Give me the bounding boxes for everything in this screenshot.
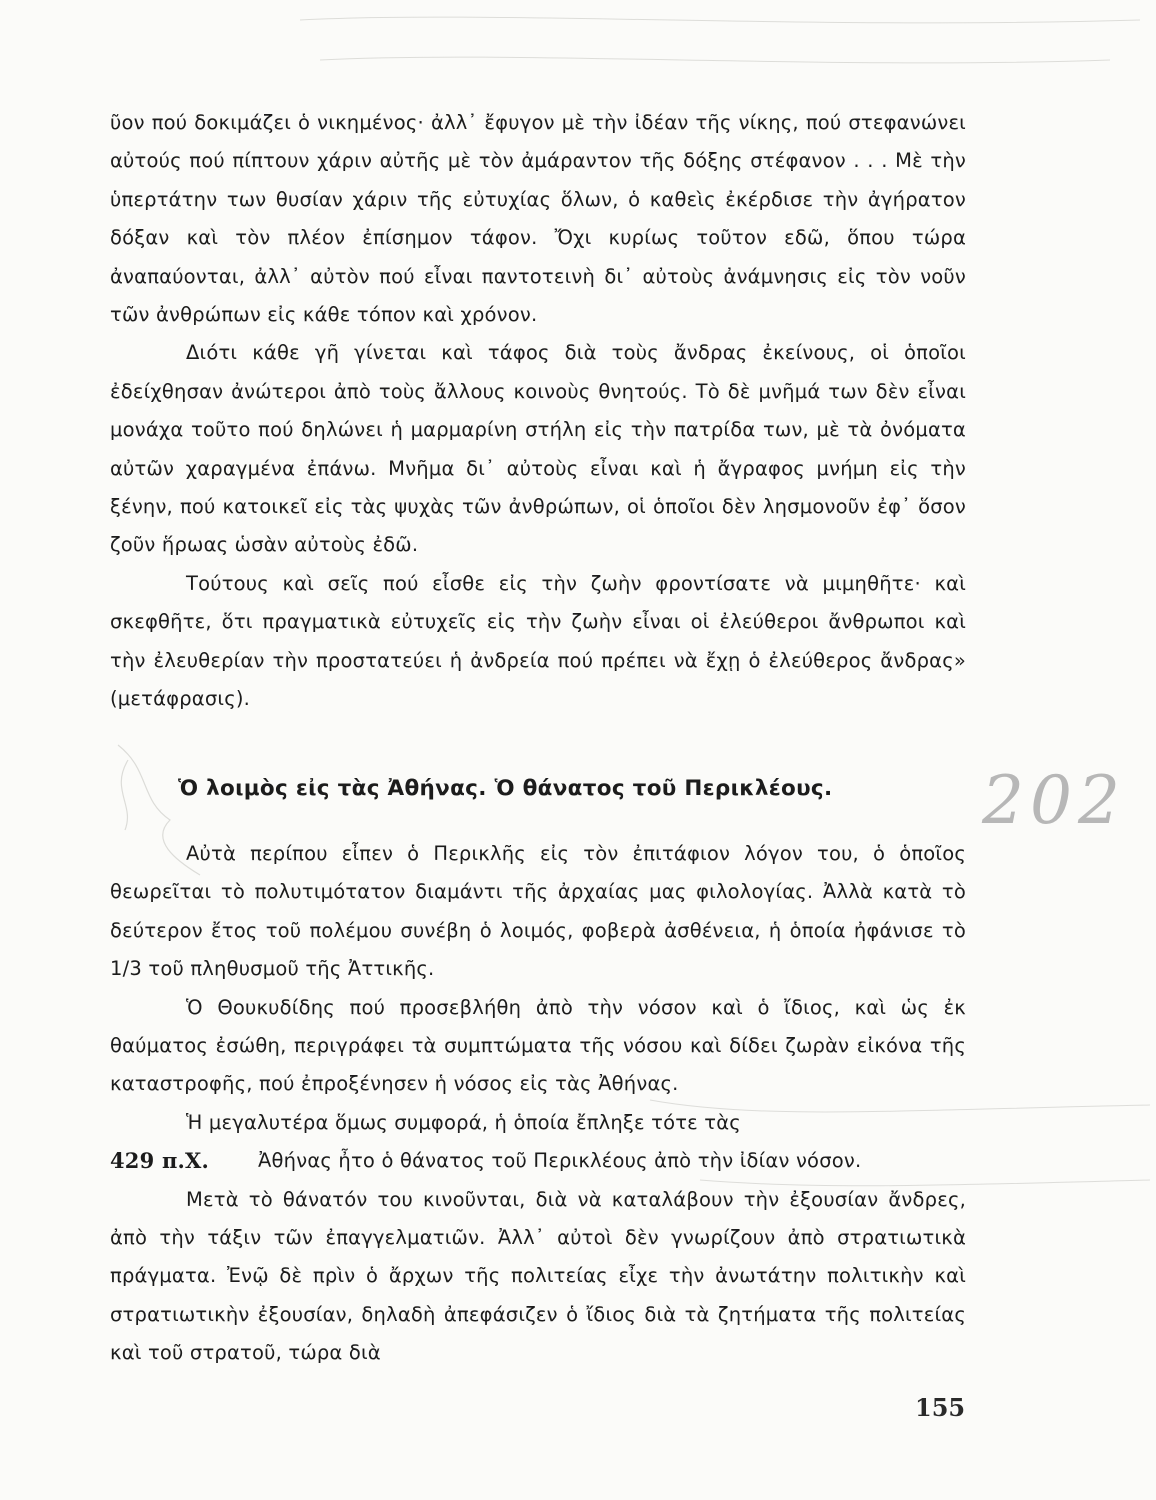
paragraph-3: Τούτους καὶ σεῖς πού εἶσθε εἰς τὴν ζωὴν φροντίσατε νὰ μιμηθῆτε· καὶ σκεφθῆτε, ὅτι πραγματικὰ εὐτυχεῖς εἰς τὴν ζωὴν εἶναι οἱ ἐλεύθεροι ἄνθρωποι καὶ τὴν ἐλευθερίαν τὴν προστατεύει ἡ ἀνδρεία πού πρέπει νὰ ἔχῃ ὁ ἐλεύθερος ἄνδρας» (μετάφρασις).	[110, 571, 966, 711]
paragraph-7: Μετὰ τὸ θάνατόν του κινοῦνται, διὰ νὰ καταλάβουν τὴν ἐξουσίαν ἄνδρες, ἀπὸ τὴν τάξιν τῶν ἐπαγγελματιῶν. Ἀλλ᾽ αὐτοὶ δὲν γνωρίζουν ἀπὸ στρατιωτικὰ πράγματα. Ἐνῷ δὲ πρὶν ὁ ἄρχων τῆς πολιτείας εἶχε τὴν ἀνωτάτην πολιτικὴν καὶ στρατιωτικὴν ἐξουσίαν, δηλαδὴ ἀπεφάσιζεν ὁ ἴδιος διὰ τὰ ζητήματα τῆς πολιτείας καὶ τοῦ στρατοῦ, τώρα διὰ	[110, 1187, 966, 1365]
section-heading: Ὁ λοιμὸς εἰς τὰς Ἀθήνας. Ὁ θάνατος τοῦ Περικλέους.	[178, 776, 833, 801]
paragraph-4: Αὐτὰ περίπου εἶπεν ὁ Περικλῆς εἰς τὸν ἐπιτάφιον λόγον του, ὁ ὁποῖος θεωρεῖται τὸ πολυτιμότατον διαμάντι τῆς ἀρχαίας μας φιλολογίας. Ἀλλὰ κατὰ τὸ δεύτερον ἔτος τοῦ πολέμου συνέβη ὁ λοιμός, φοβερὰ ἀσθένεια, ἡ ὁποία ἠφάνισε τὸ 1/3 τοῦ πληθυσμοῦ τῆς Ἀττικῆς.	[110, 842, 966, 981]
paragraph-6-line-1: Ἡ μεγαλυτέρα ὅμως συμφορά, ἡ ὁποία ἔπληξε τότε τὰς	[186, 1110, 741, 1134]
year-row	[110, 1142, 966, 1180]
year-label: 429 π.Χ.	[110, 1148, 210, 1174]
paragraph-6-line-2: Ἀθήνας ἦτο ὁ θάνατος τοῦ Περικλέους ἀπὸ τὴν ἰδίαν νόσον.	[258, 1149, 862, 1173]
text-block-lower	[110, 835, 966, 1373]
margin-note: 202	[982, 762, 1126, 839]
paragraph-2: Διότι κάθε γῆ γίνεται καὶ τάφος διὰ τοὺς ἄνδρας ἐκείνους, οἱ ὁποῖοι ἐδείχθησαν ἀνώτεροι ἀπὸ τοὺς ἄλλους κοινοὺς θνητούς. Τὸ δὲ μνῆμά των δὲν εἶναι μονάχα τοῦτο πού δηλώνει ἡ μαρμαρίνη στήλη εἰς τὴν πατρίδα των, μὲ τὰ ὀνόματα αὐτῶν χαραγμένα ἐπάνω. Μνῆμα δι᾽ αὐτοὺς εἶναι καὶ ἡ ἄγραφος μνήμη εἰς τὴν ξένην, πού κατοικεῖ εἰς τὰς ψυχὰς τῶν ἀνθρώπων, οἱ ὁποῖοι δὲν λησμονοῦν ἐφ᾽ ὅσον ζοῦν ἥρωας ὡσὰν αὐτοὺς ἐδῶ.	[110, 341, 966, 557]
paragraph-5: Ὁ Θουκυδίδης πού προσεβλήθη ἀπὸ τὴν νόσον καὶ ὁ ἴδιος, καὶ ὡς ἐκ θαύματος ἐσώθη, περιγράφει τὰ συμπτώματα τῆς νόσου καὶ δίδει ζωρὰν εἰκόνα τῆς καταστροφῆς, πού ἐπροξένησεν ἡ νόσος εἰς τὰς Ἀθήνας.	[110, 995, 966, 1096]
paragraph-1: ῦον πού δοκιμάζει ὁ νικημένος· ἀλλ᾽ ἔφυγον μὲ τὴν ἰδέαν τῆς νίκης, πού στεφανώνει αὐτούς πού πίπτουν χάριν αὐτῆς μὲ τὸν ἀμάραντον τῆς δόξης στέφανον . . . Μὲ τὴν ὑπερτάτην των θυσίαν χάριν τῆς εὐτυχίας ὅλων, ὁ καθεὶς ἐκέρδισε τὴν ἀγήρατον δόξαν καὶ τὸν πλέον ἐπίσημον τάφον. Ὄχι κυρίως τοῦτον εδῶ, ὅπου τώρα ἀναπαύονται, ἀλλ᾽ αὐτὸν πού εἶναι παντοτεινὴ δι᾽ αὐτοὺς ἀνάμνησις εἰς τὸν νοῦν τῶν ἀνθρώπων εἰς κάθε τόπον καὶ χρόνον.	[110, 111, 966, 327]
page-number: 155	[915, 1393, 966, 1422]
text-block-upper	[110, 104, 966, 719]
